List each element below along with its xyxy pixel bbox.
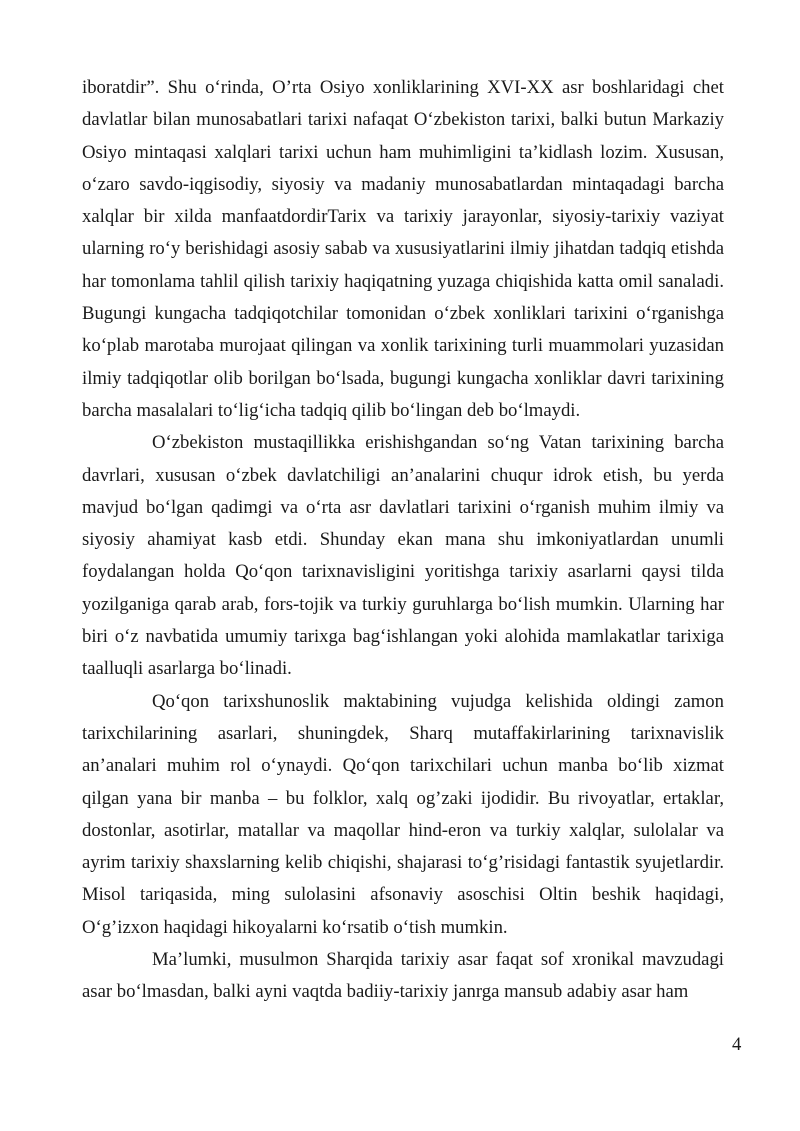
paragraph-muslim-east: Ma’lumki, musulmon Sharqida tarixiy asar faqat sof xronikal mavzudagi asar bo‘lmasdan, balki ayni vaqtda badiiy-tarixiy janrga mansub adabiy asar ham bbox=[82, 949, 724, 1003]
paragraph-continuation: iboratdir”. Shu o‘rinda, O’rta Osiyo xonliklarining XVI-XX asr boshlaridagi chet davlatlar bilan munosabatlari tarixi nafaqat O‘zbekiston tarixi, balki butun Markaziy Osiyo mintaqasi xalqlari tarixi uchun ham muhimligini ta’kidlash lozim. Xususan, o‘zaro savdo-iqgisodiy, siyosiy va madaniy munosabatlardan mintaqadagi barcha xalqlar bir xilda manfaatdordirTarix va tarixiy jarayonlar, siyosiy-tarixiy vaziyat ularning ro‘y berishidagi asosiy sabab va xususiyatlarini ilmiy jihatdan tadqiq etishda har tomonlama tahlil qilish tarixiy haqiqatning yuzaga chiqishida katta omil sanaladi. Bugungi kungacha tadqiqotchilar tomonidan o‘zbek xonliklari tarixini o‘rganishga ko‘plab marotaba murojaat qilingan va xonlik tarixining turli muammolari yuzasidan ilmiy tadqiqotlar olib borilgan bo‘lsada, bugungi kungacha xonliklar davri tarixining barcha masalalari to‘lig‘icha tadqiq qilib bo‘lingan deb bo‘lmaydi. bbox=[82, 77, 724, 421]
paragraph-independence: O‘zbekiston mustaqillikka erishishgandan so‘ng Vatan tarixining barcha davrlari, xususan o‘zbek davlatchiligi an’analarini chuqur idrok etish, bu yerda mavjud bo‘lgan qadimgi va o‘rta asr davlatlari tarixini o‘rganish muhim ilmiy va siyosiy ahamiyat kasb etdi. Shunday ekan mana shu imkoniyatlardan unumli foydalangan holda Qo‘qon tarixnavisligini yoritishga tarixiy asarlarni qaysi tilda yozilganiga qarab arab, fors-tojik va turkiy guruhlarga bo‘lish mumkin. Ularning har biri o‘z navbatida umumiy tarixga bag‘ishlangan yoki alohida mamlakatlar tarixiga taalluqli asarlarga bo‘linadi. bbox=[82, 432, 724, 680]
page-number: 4 bbox=[732, 1034, 742, 1055]
document-body bbox=[82, 72, 724, 1009]
paragraph-kokand-school: Qo‘qon tarixshunoslik maktabining vujudga kelishida oldingi zamon tarixchilarining asarlari, shuningdek, Sharq mutaffakirlarining tarixnavislik an’analari muhim rol o‘ynaydi. Qo‘qon tarixchilari uchun manba bo‘lib xizmat qilgan yana bir manba – bu folklor, xalq og’zaki ijodidir. Bu rivoyatlar, ertaklar, dostonlar, asotirlar, matallar va maqollar hind-eron va turkiy xalqlar, sulolalar va ayrim tarixiy shaxslarning kelib chiqishi, shajarasi to‘g’risidagi fantastik syujetlardir. Misol tariqasida, ming sulolasini afsonaviy asoschisi Oltin beshik haqidagi, O‘g’izxon haqidagi hikoyalarni ko‘rsatib o‘tish mumkin. bbox=[82, 690, 724, 938]
